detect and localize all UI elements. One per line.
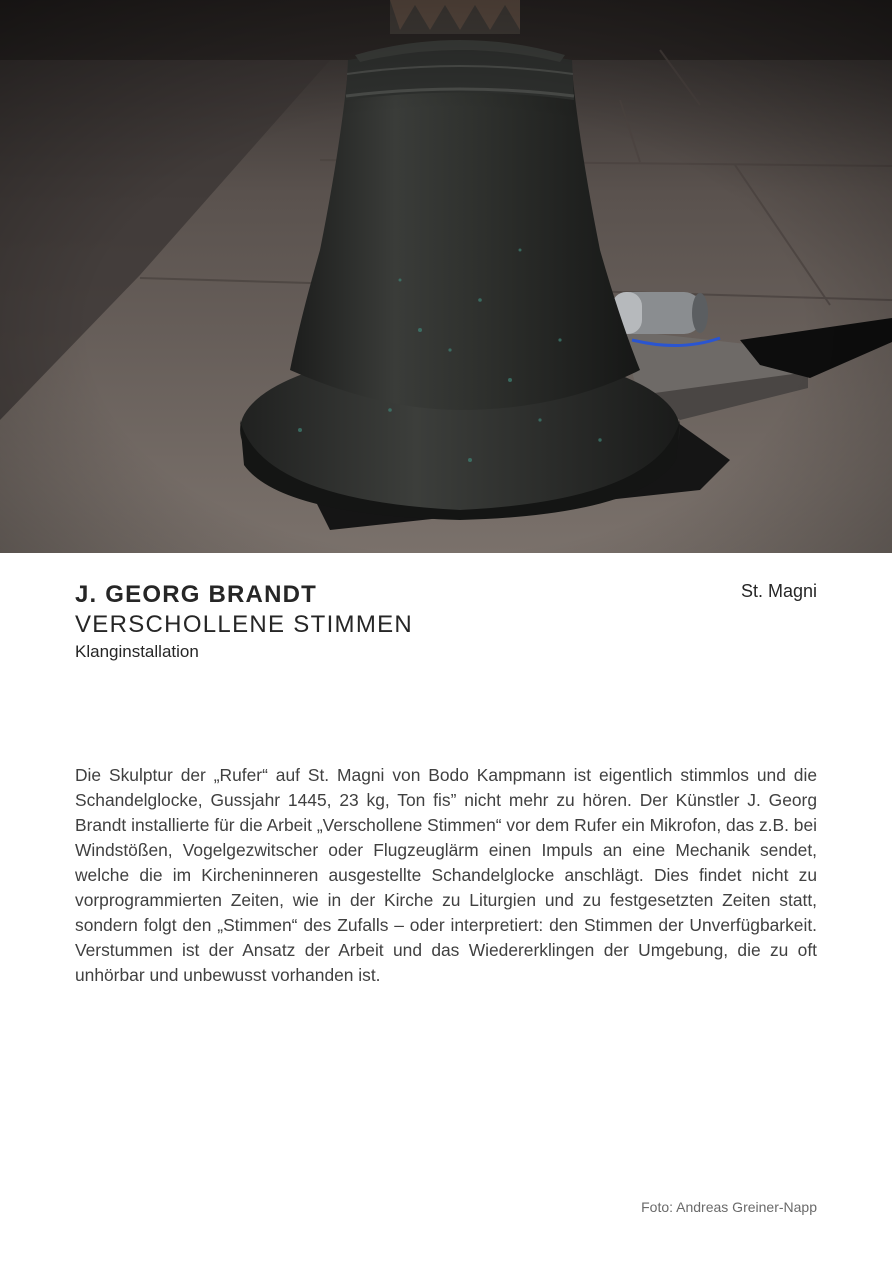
- work-type: Klanginstallation: [75, 642, 199, 661]
- photo-credit: Foto: Andreas Greiner-Napp: [641, 1199, 817, 1215]
- header: [75, 580, 817, 664]
- artist-name: J. GEORG BRANDT: [75, 581, 318, 608]
- photo-bell-installation: [0, 0, 892, 553]
- location-label: St. Magni: [740, 581, 817, 601]
- description-text: Die Skulptur der „Rufer“ auf St. Magni von Bodo Kampmann ist eigentlich stimmlos und die Schandelglocke, Gussjahr 1445, 23 kg, Ton fis” nicht mehr zu hören. Der Künstler J. Georg Brandt installierte für die Arbeit „Verschollene Stimmen“ vor dem Rufer ein Mikrofon, das z.B. bei Windstößen, Vogelgezwitscher oder Flugzeuglärm einen Impuls an eine Mechanik sendet, welche die im Kircheninneren ausgestellte Schandelglocke anschlägt. Dies findet nicht zu vorprogrammierten Zeiten, wie in der Kirche zu Liturgien und zu festgesetzten Zeiten statt, sondern folgt den „Stimmen“ des Zufalls – oder interpretiert: den Stimmen der Unverfügbarkeit. Verstummen ist der Ansatz der Arbeit und das Wiedererklingen der Umgebung, die zu oft unhörbar und unbewusst vorhanden ist.: [75, 765, 817, 985]
- work-title: VERSCHOLLENE STIMMEN: [75, 611, 414, 638]
